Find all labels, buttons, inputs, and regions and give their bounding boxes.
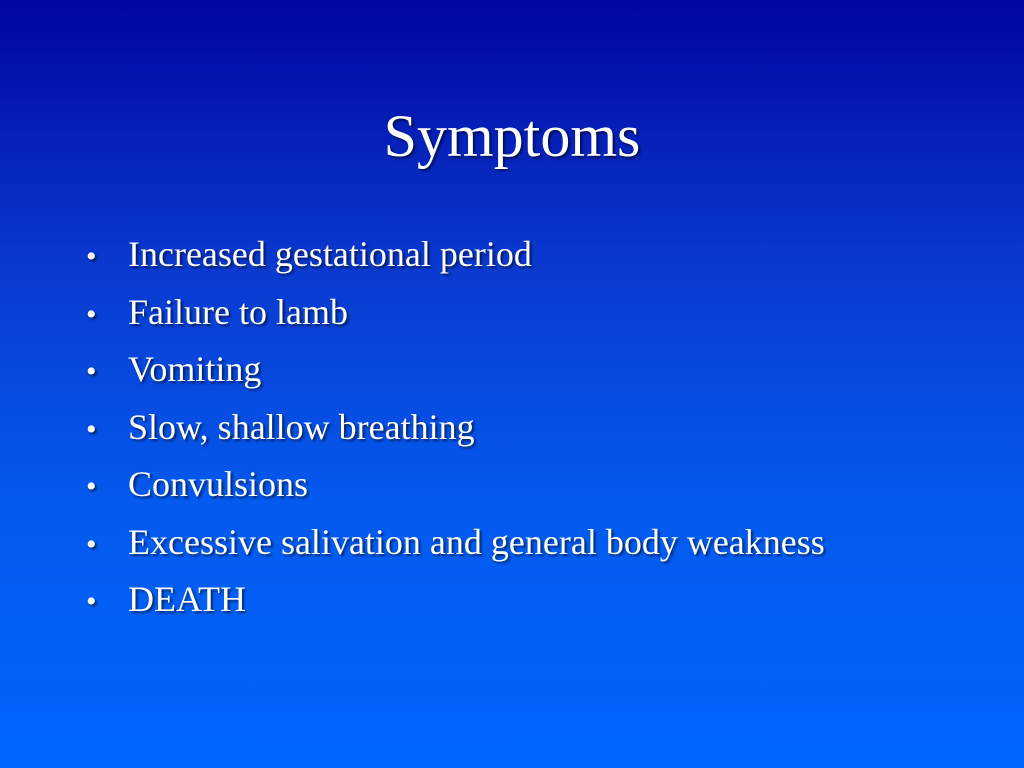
bullet-item <box>84 226 984 284</box>
bullet-icon: • <box>86 470 97 503</box>
bullet-item <box>84 284 984 342</box>
bullet-text: Failure to lamb <box>128 291 348 332</box>
bullet-text: Vomiting <box>128 349 262 389</box>
bullet-list <box>84 226 984 629</box>
bullet-item <box>84 571 984 629</box>
bullet-text: Excessive salivation and general body weakness <box>128 521 825 562</box>
bullet-item <box>84 399 984 457</box>
bullet-item <box>84 456 984 514</box>
slide-title: Symptoms <box>383 103 641 169</box>
bullet-icon: • <box>86 355 97 388</box>
bullet-text: Increased gestational period <box>128 234 532 274</box>
bullet-text: DEATH <box>128 579 246 619</box>
bullet-icon: • <box>86 297 97 331</box>
bullet-icon: • <box>86 412 97 446</box>
bullet-item <box>84 341 984 399</box>
bullet-text: Convulsions <box>128 464 309 504</box>
bullet-item <box>84 514 984 572</box>
bullet-icon: • <box>86 527 97 561</box>
bullet-icon: • <box>86 240 97 273</box>
bullet-text: Slow, shallow breathing <box>128 406 475 447</box>
bullet-icon: • <box>86 585 97 618</box>
